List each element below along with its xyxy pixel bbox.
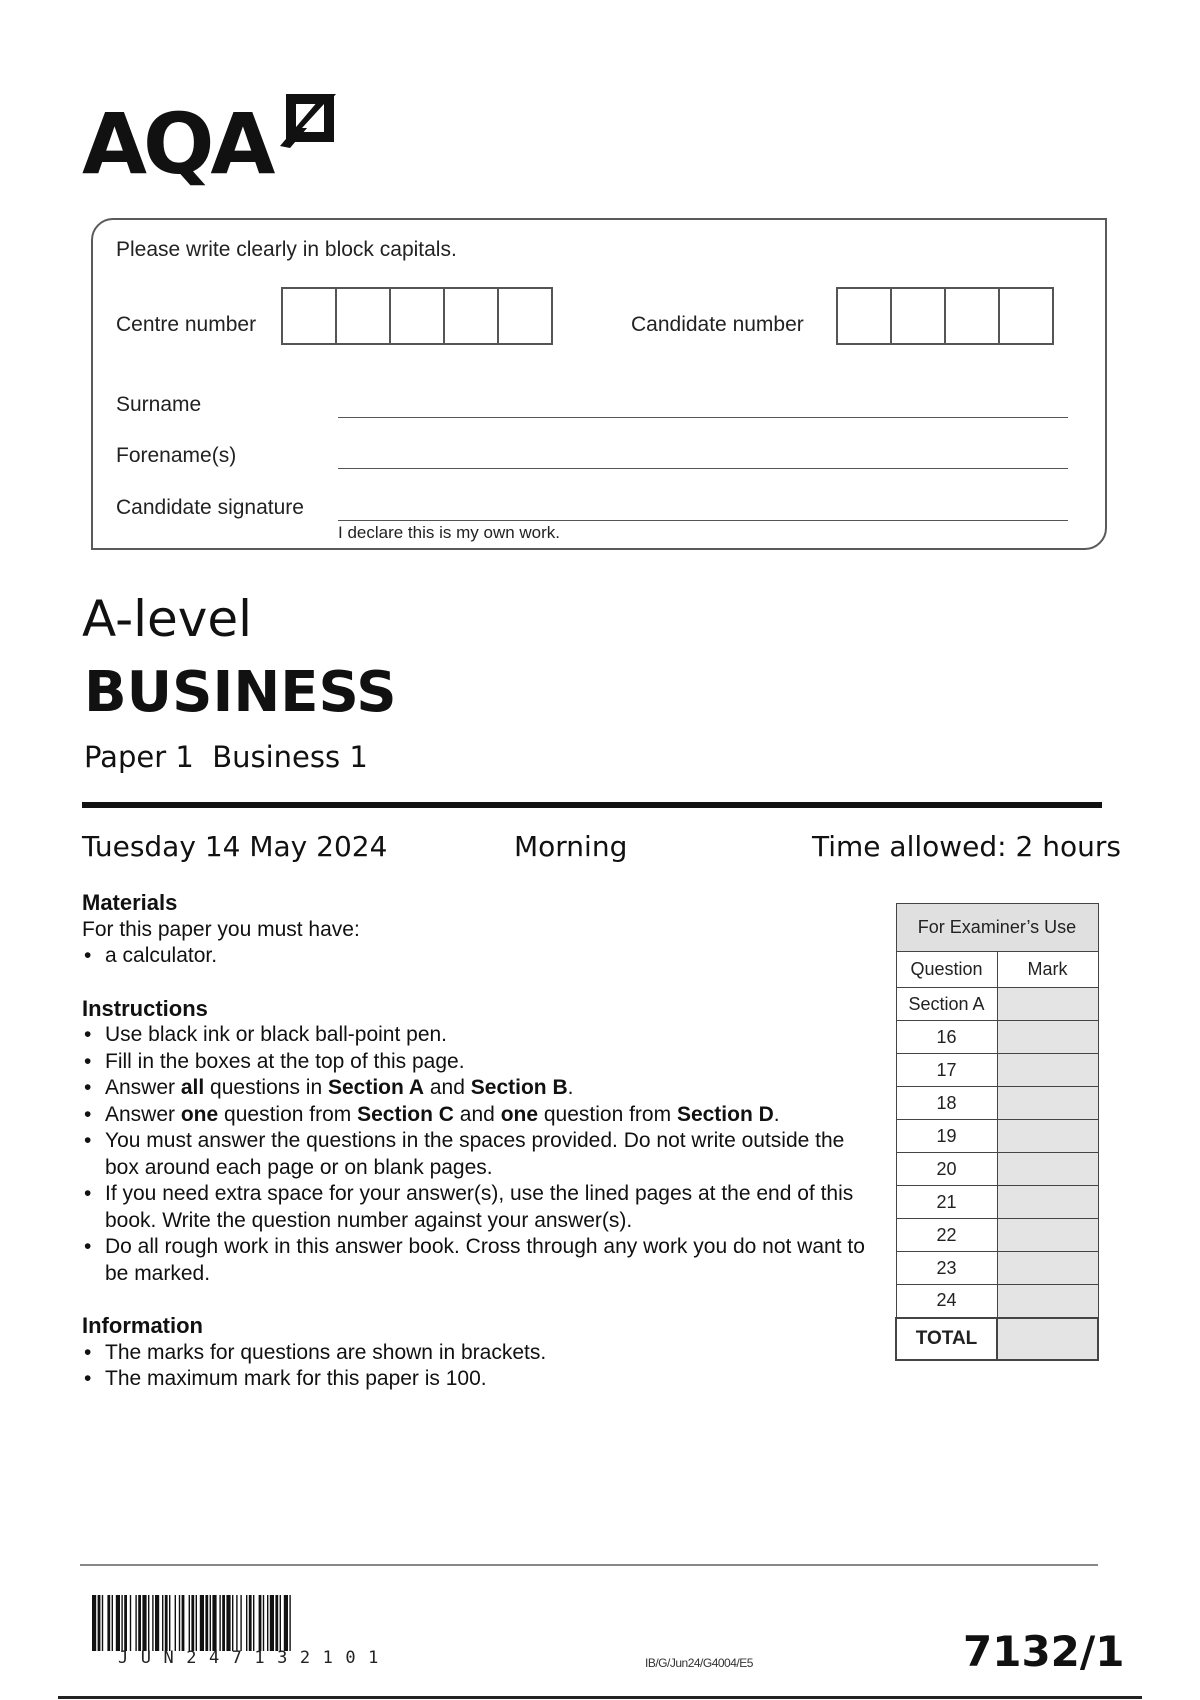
- centre-digit-box[interactable]: [389, 287, 445, 345]
- block-capitals-prompt: Please write clearly in block capitals.: [116, 238, 457, 261]
- materials-list: [82, 943, 872, 970]
- candidate-digit-box[interactable]: [998, 287, 1054, 345]
- candidate-number-field[interactable]: [836, 287, 1054, 345]
- forenames-label: Forename(s): [116, 444, 237, 467]
- mark-column-header: Mark: [997, 952, 1098, 988]
- total-mark-cell: [997, 1318, 1098, 1360]
- footer-divider: [80, 1564, 1098, 1566]
- materials-heading: Materials: [82, 890, 178, 915]
- surname-label: Surname: [116, 393, 202, 416]
- qualification-level: A-level: [82, 590, 253, 648]
- mark-cell: [997, 1186, 1098, 1219]
- instructions-list: [82, 1022, 872, 1287]
- candidate-digit-box[interactable]: [836, 287, 892, 345]
- mark-cell: [997, 1087, 1098, 1120]
- centre-number-label: Centre number: [116, 313, 257, 336]
- page-bottom-rule: [58, 1696, 1142, 1699]
- question-cell: Section A: [896, 988, 997, 1021]
- instruction-item: • Do all rough work in this answer book. Cross through any work you do not want to be marked.: [82, 1234, 872, 1287]
- question-cell: 16: [896, 1021, 997, 1054]
- instruction-item: • You must answer the questions in the spaces provided. Do not write outside the box around each page or on blank pages.: [82, 1128, 872, 1181]
- mark-cell: [997, 1219, 1098, 1252]
- instructions-heading: Instructions: [82, 995, 208, 1021]
- exam-date: Tuesday 14 May 2024: [82, 830, 388, 863]
- instruction-item: • Answer one question from Section C and one question from Section D.: [82, 1102, 872, 1129]
- barcode-number: JUN247132101: [118, 1648, 391, 1668]
- mark-cell: [997, 1120, 1098, 1153]
- document-reference: IB/G/Jun24/G4004/E5: [645, 1656, 753, 1670]
- information-item: • The maximum mark for this paper is 100.: [82, 1366, 872, 1393]
- materials-intro: For this paper you must have:: [82, 917, 360, 941]
- barcode-image: [92, 1595, 474, 1651]
- question-cell: 22: [896, 1219, 997, 1252]
- mark-cell: [997, 1252, 1098, 1285]
- signature-label: Candidate signature: [116, 496, 304, 519]
- mark-cell: [997, 1153, 1098, 1186]
- question-cell: 23: [896, 1252, 997, 1285]
- logo-text: AQA: [82, 95, 272, 193]
- mark-cell: [997, 1054, 1098, 1087]
- question-cell: 19: [896, 1120, 997, 1153]
- information-heading: Information: [82, 1313, 203, 1338]
- question-cell: 20: [896, 1153, 997, 1186]
- forenames-line[interactable]: [338, 468, 1068, 469]
- total-label: TOTAL: [896, 1318, 997, 1360]
- examiner-use-table: [895, 903, 1099, 1361]
- mark-cell: [997, 1285, 1098, 1318]
- candidate-number-label: Candidate number: [631, 313, 804, 336]
- instruction-item: • Answer all questions in Section A and Section B.: [82, 1075, 872, 1102]
- paper-code: 7132/1: [963, 1627, 1125, 1676]
- aqa-logo-mark-icon: [278, 88, 340, 150]
- exam-session: Morning: [514, 830, 628, 863]
- centre-digit-box[interactable]: [335, 287, 391, 345]
- examiner-table-heading: For Examiner’s Use: [896, 904, 1098, 952]
- signature-line[interactable]: [338, 520, 1068, 521]
- instructions-column: [82, 890, 872, 1393]
- centre-digit-box[interactable]: [443, 287, 499, 345]
- paper-title: Paper 1 Business 1: [84, 740, 368, 774]
- surname-line[interactable]: [338, 417, 1068, 418]
- information-item: • The marks for questions are shown in brackets.: [82, 1340, 872, 1367]
- subject-title: BUSINESS: [84, 660, 397, 725]
- instruction-item: • Fill in the boxes at the top of this page.: [82, 1049, 872, 1076]
- candidate-digit-box[interactable]: [944, 287, 1000, 345]
- centre-digit-box[interactable]: [281, 287, 337, 345]
- question-cell: 24: [896, 1285, 997, 1318]
- materials-item: • a calculator.: [82, 943, 872, 970]
- mark-cell: [997, 988, 1098, 1021]
- title-divider: [82, 802, 1102, 808]
- centre-number-field[interactable]: [281, 287, 553, 345]
- instruction-item: • Use black ink or black ball-point pen.: [82, 1022, 872, 1049]
- centre-digit-box[interactable]: [497, 287, 553, 345]
- mark-cell: [997, 1021, 1098, 1054]
- question-column-header: Question: [896, 952, 997, 988]
- time-allowed: Time allowed: 2 hours: [812, 830, 1121, 863]
- candidate-digit-box[interactable]: [890, 287, 946, 345]
- information-list: [82, 1340, 872, 1393]
- instruction-item: • If you need extra space for your answer(s), use the lined pages at the end of this book. Write the question number against your answer(s).: [82, 1181, 872, 1234]
- question-cell: 18: [896, 1087, 997, 1120]
- declaration-text: I declare this is my own work.: [338, 523, 561, 542]
- question-cell: 17: [896, 1054, 997, 1087]
- question-cell: 21: [896, 1186, 997, 1219]
- aqa-logo: [82, 88, 352, 193]
